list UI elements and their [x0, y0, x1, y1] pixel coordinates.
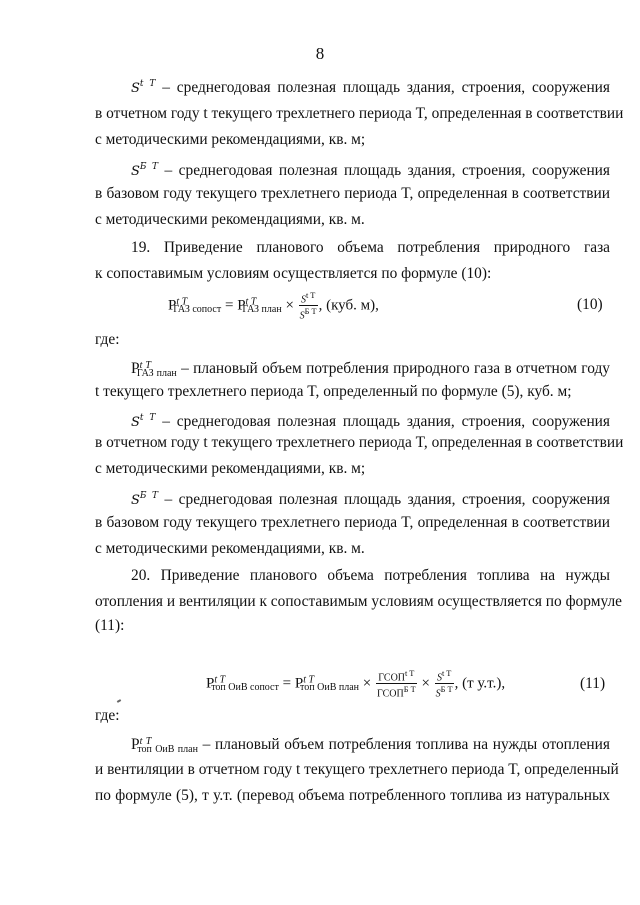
symbol-s: $S^{Б T}$ [131, 162, 159, 179]
definition-p-fuel-line-3: по формуле (5), т у.т. (перевод объема потребленного топлива из натуральных [95, 787, 610, 804]
definition-p-gas-line-1: $P^{t T}_{ГАЗ план}$ – плановый объем потребления природного газа в отчетном году [131, 360, 611, 379]
definition-s-b-line-1: $S^{Б T}$ – среднегодовая полезная площадь здания, строения, сооружения [131, 162, 610, 179]
symbol-s: $S^{Б T}$ [131, 491, 159, 508]
definition-s-b-2-line-3: с методическими рекомендациями, кв. м. [95, 540, 365, 557]
definition-s-b-2-line-2: в базовом году текущего трехлетнего периода T, определенная в соответствии [95, 514, 610, 531]
paragraph-19-line-2: к сопоставимым условиям осуществляется по формуле (10): [95, 265, 492, 282]
paragraph-19-line-1: 19. Приведение планового объема потребления природного газа [131, 239, 610, 256]
formula-10: $P^{t T}_{ГАЗ сопост} = P^{t T}_{ГАЗ план}$ × $\frac{S^{t T}}{S^{Б T}}$ , (куб. м), [168, 291, 379, 322]
definition-s-t-line-2: в отчетном году t текущего трехлетнего периода T, определенная в соответствии [95, 105, 624, 122]
paragraph-20-line-1: 20. Приведение планового объема потребления топлива на нужды [131, 567, 610, 584]
definition-s-t-line-3: с методическими рекомендациями, кв. м; [95, 131, 366, 148]
symbol-s: $S^{t T}$ [131, 413, 156, 430]
definition-p-fuel-line-2: и вентиляции в отчетном году t текущего трехлетнего периода T, определенный [95, 761, 619, 778]
paragraph-20-line-3: (11): [95, 617, 125, 634]
formula-11: $P^{t T}_{топ ОиВ сопост} = P^{t T}_{топ ОиВ план}$ × $\frac{ГСОП^{t T}}{ГСОП^{Б T}}$ × $\frac{S^{t T}}{S^{Б T}}$ , (т у.т.), [206, 669, 506, 700]
equation-number-11: (11) [580, 675, 606, 692]
fraction-area-ratio: $\frac{S^{t T}}{S^{Б T}}$ [435, 669, 453, 700]
symbol-p-gas: $P^{t T}_{ГАЗ план}$ [131, 360, 177, 379]
equation-number-10: (10) [577, 296, 603, 313]
definition-s-t-2-line-2: в отчетном году t текущего трехлетнего периода T, определенная в соответствии [95, 434, 624, 451]
definition-p-fuel-line-1: $P^{t T}_{топ ОиВ план}$ – плановый объем потребления топлива на нужды отопления [131, 736, 610, 755]
definition-s-t-2-line-1: $S^{t T}$ – среднегодовая полезная площадь здания, строения, сооружения [131, 413, 610, 430]
where-label-1: где: [95, 331, 120, 348]
definition-s-b-2-line-1: $S^{Б T}$ – среднегодовая полезная площадь здания, строения, сооружения [131, 491, 610, 508]
fraction-degree-days-ratio: $\frac{ГСОП^{t T}}{ГСОП^{Б T}}$ [376, 669, 416, 700]
definition-s-t-line-1: $S^{t T}$ – среднегодовая полезная площадь здания, строения, сооружения [131, 79, 610, 96]
definition-p-gas-line-2: t текущего трехлетнего периода T, определенный по формуле (5), куб. м; [95, 383, 572, 400]
definition-s-b-line-2: в базовом году текущего трехлетнего периода T, определенная в соответствии [95, 185, 610, 202]
symbol-p-fuel: $P^{t T}_{топ ОиВ план}$ [131, 736, 198, 755]
definition-s-t-2-line-3: с методическими рекомендациями, кв. м; [95, 460, 366, 477]
fraction-area-ratio: $\frac{S^{t T}}{S^{Б T}}$ [299, 291, 317, 322]
symbol-s: $S^{t T}$ [131, 79, 156, 96]
page-number: 8 [315, 44, 325, 63]
where-label-2: где: [95, 707, 120, 724]
paragraph-20-line-2: отопления и вентиляции к сопоставимым условиям осуществляется по формуле [95, 593, 622, 610]
scan-mark [117, 699, 121, 703]
definition-s-b-line-3: с методическими рекомендациями, кв. м. [95, 211, 365, 228]
